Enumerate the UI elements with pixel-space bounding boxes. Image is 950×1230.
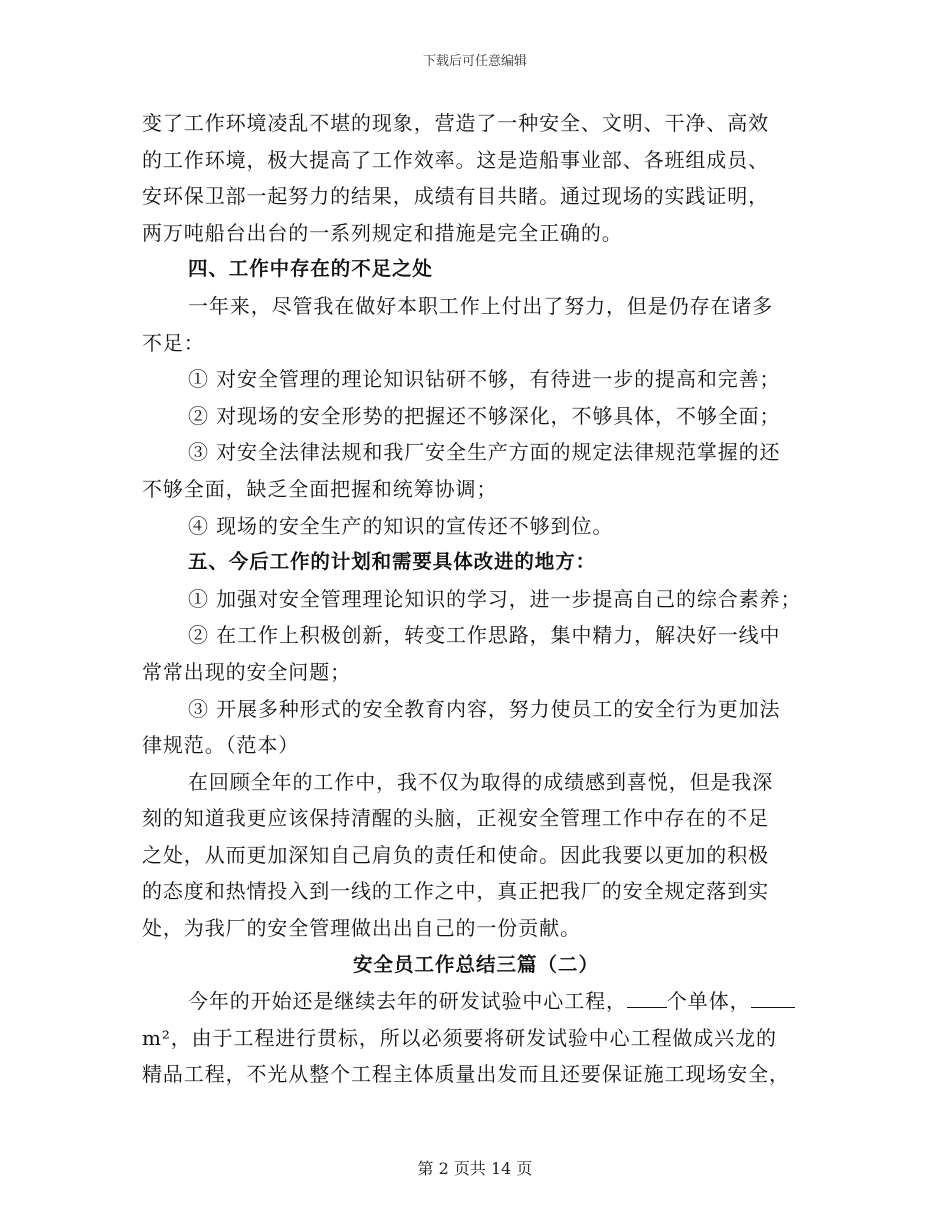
document-body	[142, 105, 810, 1093]
list-item: ③ 对安全法律法规和我厂安全生产方面的规定法律规范掌握的还	[188, 440, 781, 465]
list-item-continuation: 律规范。（范本）	[142, 733, 300, 758]
paragraph-line: 在回顾全年的工作中，我不仅为取得的成绩感到喜悦，但是我深	[188, 769, 774, 794]
paragraph-line: 的工作环境，极大提高了工作效率。这是造船事业部、各班组成员、	[142, 147, 769, 172]
paragraph-line: 刻的知道我更应该保持清醒的头脑，正视安全管理工作中存在的不足	[142, 806, 769, 831]
list-item-continuation: 不够全面，缺乏全面把握和统筹协调；	[142, 476, 498, 501]
list-item: ① 加强对安全管理理论知识的学习，进一步提高自己的综合素养；	[188, 586, 802, 611]
blank-underline	[751, 985, 795, 1008]
list-item: ④ 现场的安全生产的知识的宣传还不够到位。	[188, 513, 614, 538]
blank-underline	[627, 985, 667, 1008]
paragraph-line: 两万吨船台出台的一系列规定和措施是完全正确的。	[142, 220, 623, 245]
paragraph-line: m²，由于工程进行贯标，所以必须要将研发试验中心工程做成兴龙的	[142, 1025, 777, 1050]
paragraph-line	[142, 983, 810, 1020]
text-segment: 今年的开始还是继续去年的研发试验中心工程，	[188, 989, 627, 1014]
list-item: ③ 开展多种形式的安全教育内容，努力使员工的安全行为更加法	[188, 696, 781, 721]
paragraph-line: 安环保卫部一起努力的结果，成绩有目共睹。通过现场的实践证明，	[142, 184, 769, 209]
section-title: 安全员工作总结三篇（二）	[352, 952, 599, 976]
section-heading: 四、工作中存在的不足之处	[188, 257, 433, 281]
page-header: 下载后可任意编辑	[422, 54, 527, 69]
list-item: ② 对现场的安全形势的把握还不够深化，不够具体，不够全面；	[188, 403, 781, 428]
paragraph-line: 精品工程，不光从整个工程主体质量出发而且还要保证施工现场安全，	[142, 1062, 790, 1087]
list-item-continuation: 常常出现的安全问题；	[142, 659, 351, 684]
list-item: ② 在工作上积极创新，转变工作思路，集中精力，解决好一线中	[188, 623, 781, 648]
paragraph-line: 变了工作环境凌乱不堪的现象，营造了一种安全、文明、干净、高效	[142, 111, 769, 135]
paragraph-line: 的态度和热情投入到一线的工作之中，真正把我厂的安全规定落到实	[142, 879, 769, 904]
text-segment: 个单体，	[666, 989, 751, 1014]
page-footer: 第 2 页共 14 页	[417, 1159, 533, 1178]
section-heading: 五、今后工作的计划和需要具体改进的地方：	[188, 550, 597, 574]
paragraph-line: 不足：	[142, 330, 205, 355]
paragraph-line: 处，为我厂的安全管理做出出自己的一份贡献。	[142, 916, 581, 941]
paragraph-line: 之处，从而更加深知自己肩负的责任和使命。因此我要以更加的积极	[142, 842, 769, 867]
list-item: ① 对安全管理的理论知识钻研不够，有待进一步的提高和完善；	[188, 367, 781, 392]
paragraph-line: 一年来，尽管我在做好本职工作上付出了努力，但是仍存在诸多	[188, 293, 774, 318]
